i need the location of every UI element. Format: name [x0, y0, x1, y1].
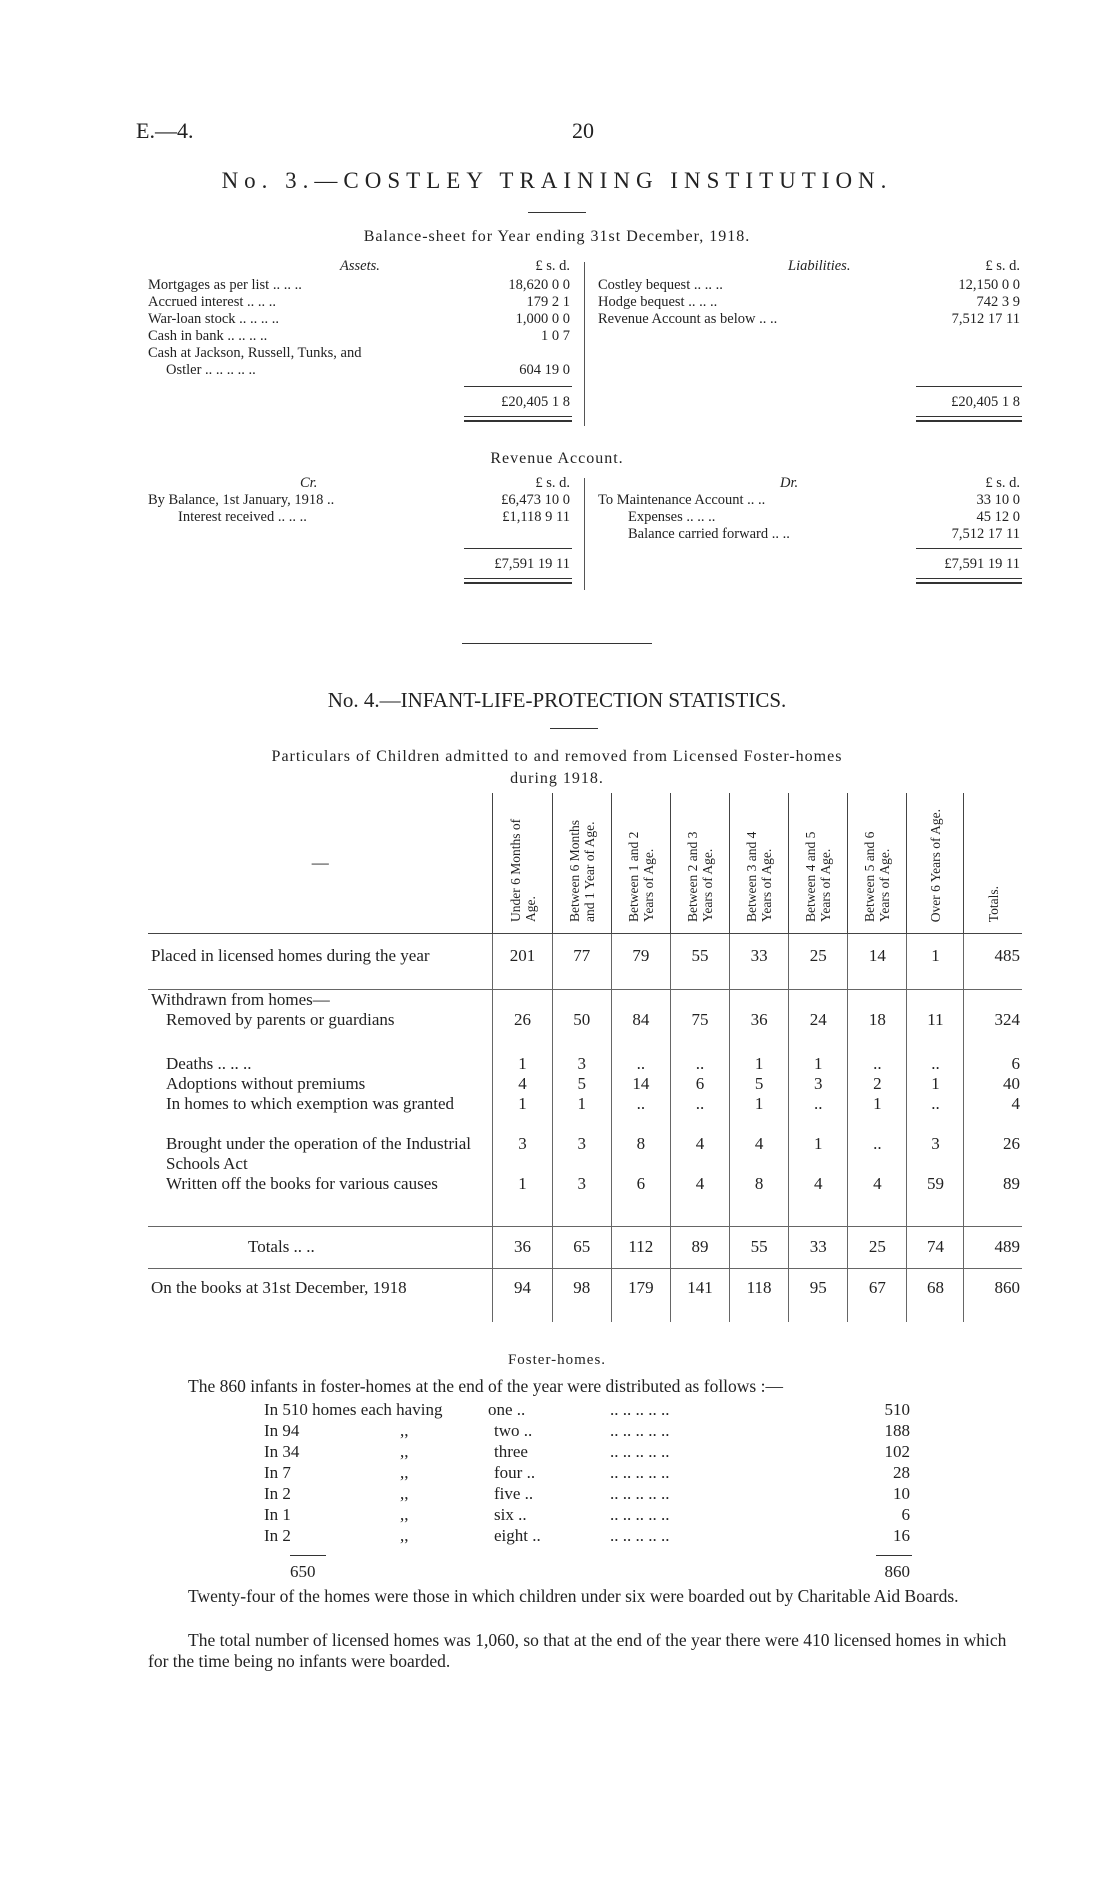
paragraph-licensed-homes: The total number of licensed homes was 1,060, so that at the end of the year there were 410 licensed homes in which for the time being no infants were boarded. — [148, 1630, 1007, 1671]
table-row — [148, 990, 1022, 1011]
assets-total: £20,405 1 8 — [501, 394, 570, 410]
column-header: Between 2 and 3 Years of Age. — [670, 793, 729, 934]
column-header: Between 4 and 5 Years of Age. — [789, 793, 848, 934]
leader-dots: .. .. .. .. .. — [610, 1505, 670, 1524]
liability-amount: 7,512 17 11 — [951, 311, 1020, 327]
asset-amount: 18,620 0 0 — [508, 277, 570, 293]
table-row: Placed in licensed homes during the year 201 77 79 55 33 25 14 1 485 — [148, 946, 1022, 990]
foster-infants: 510 — [884, 1400, 910, 1419]
asset-amount: 1,000 0 0 — [515, 311, 570, 327]
column-header: Under 6 Months of Age. — [493, 793, 552, 934]
column-header: Between 3 and 4 Years of Age. — [730, 793, 789, 934]
title-rule — [528, 212, 586, 213]
credit-amount: £1,118 9 11 — [502, 509, 570, 525]
ditto-mark: ,, — [400, 1463, 409, 1482]
asset-label: War-loan stock .. .. .. .. — [148, 311, 280, 327]
foster-infants: 6 — [901, 1505, 910, 1524]
cr-lsd-heading: £ s. d. — [535, 475, 570, 491]
leader-dots: .. .. .. .. .. — [610, 1484, 670, 1503]
title-rule — [550, 728, 598, 729]
row-label: Placed in licensed homes during the year — [151, 945, 430, 965]
foster-count: four .. — [494, 1463, 536, 1482]
page-reference: E.—4. — [136, 118, 194, 143]
liability-label: Hodge bequest .. .. .. — [598, 294, 718, 310]
foster-infants: 16 — [893, 1526, 910, 1545]
table-subtitle-year: during 1918. — [510, 770, 604, 787]
homes-total: 650 — [290, 1562, 316, 1581]
credit-label: By Balance, 1st January, 1918 .. — [148, 492, 335, 508]
column-header: Between 1 and 2 Years of Age. — [611, 793, 670, 934]
debit-amount: 7,512 17 11 — [951, 526, 1020, 542]
table-row-totals: Totals .. .. 36 65 112 89 55 33 25 74 489 — [148, 1226, 1022, 1268]
row-label: Totals .. .. — [248, 1237, 315, 1256]
dr-heading: Dr. — [780, 475, 799, 491]
leader-dots: .. .. .. .. .. — [610, 1442, 670, 1461]
ditto-mark: ,, — [400, 1484, 409, 1503]
table-row: Written off the books for various causes 1 3 6 4 8 4 4 59 89 — [148, 1174, 1022, 1226]
credits-total: £7,591 19 11 — [494, 556, 570, 572]
foster-infants: 28 — [893, 1463, 910, 1482]
foster-count: five .. — [494, 1484, 534, 1503]
table-header-row — [148, 793, 1022, 934]
foster-homes: In 7 — [264, 1463, 291, 1482]
liability-amount: 742 3 9 — [976, 294, 1020, 310]
foster-homes: In 2 — [264, 1526, 291, 1545]
stub-header — [148, 793, 493, 934]
liabilities-lsd-heading: £ s. d. — [985, 258, 1020, 274]
liability-amount: 12,150 0 0 — [958, 277, 1020, 293]
liabilities-total: £20,405 1 8 — [951, 394, 1020, 410]
asset-label: Ostler .. .. .. .. .. — [166, 362, 256, 378]
table-subtitle: Particulars of Children admitted to and removed from Licensed Foster-homes — [271, 748, 843, 765]
debit-amount: 45 12 0 — [976, 509, 1020, 525]
asset-label: Accrued interest .. .. .. — [148, 294, 277, 310]
assets-lsd-heading: £ s. d. — [535, 258, 570, 274]
row-label: Brought under the operation of the Industrial Schools Act — [166, 1134, 471, 1173]
foster-homes-title: Foster-homes. — [507, 1352, 607, 1368]
foster-homes: In 1 — [264, 1505, 291, 1524]
foster-homes: In 2 — [264, 1484, 291, 1503]
foster-count: six .. — [494, 1505, 527, 1524]
liability-label: Costley bequest .. .. .. — [598, 277, 723, 293]
table-row: Deaths .. .. .. 1 3 .. .. 1 1 .. .. 6 — [148, 1054, 1022, 1074]
foster-infants: 10 — [893, 1484, 910, 1503]
column-header: Between 5 and 6 Years of Age. — [848, 793, 907, 934]
ditto-mark: ,, — [400, 1526, 409, 1545]
table-row: Brought under the operation of the Industrial Schools Act 3 3 8 4 4 1 .. 3 26 — [148, 1134, 1022, 1174]
credit-label: Interest received .. .. .. — [178, 509, 307, 525]
column-header: Between 6 Months and 1 Year of Age. — [552, 793, 611, 934]
infants-total: 860 — [884, 1562, 910, 1581]
paragraph-charitable-aid: Twenty-four of the homes were those in which children under six were boarded out by Charitable Aid Boards. — [188, 1586, 959, 1606]
column-header: Over 6 Years of Age. — [907, 793, 964, 934]
foster-count: three — [494, 1442, 528, 1461]
table-row: On the books at 31st December, 1918 94 98 179 141 118 95 67 68 860 — [148, 1278, 1022, 1322]
asset-amount: 179 2 1 — [526, 294, 570, 310]
cr-heading: Cr. — [300, 475, 318, 491]
row-label: Withdrawn from homes— — [151, 990, 330, 1009]
row-label: Deaths .. .. .. — [166, 1054, 252, 1073]
row-label: Written off the books for various causes — [166, 1174, 438, 1193]
foster-homes: In 34 — [264, 1442, 300, 1461]
debit-label: To Maintenance Account .. .. — [598, 492, 766, 508]
foster-count: two .. — [494, 1421, 533, 1440]
foster-infants: 102 — [884, 1442, 910, 1461]
row-label: Removed by parents or guardians — [166, 1010, 395, 1029]
debit-amount: 33 10 0 — [976, 492, 1020, 508]
revenue-account-title: Revenue Account. — [490, 450, 624, 467]
section-separator — [462, 643, 652, 644]
foster-infants: 188 — [884, 1421, 910, 1440]
leader-dots: .. .. .. .. .. — [610, 1526, 670, 1545]
foster-homes: In 94 — [264, 1421, 300, 1440]
row-label: In homes to which exemption was granted — [166, 1094, 454, 1113]
row-label: On the books at 31st December, 1918 — [151, 1278, 407, 1297]
leader-dots: .. .. .. .. .. — [610, 1463, 670, 1482]
table-row: In homes to which exemption was granted 1 1 .. .. 1 .. 1 .. 4 — [148, 1094, 1022, 1134]
liability-label: Revenue Account as below .. .. — [598, 311, 778, 327]
balance-sheet-title: Balance-sheet for Year ending 31st December, 1918. — [363, 228, 751, 245]
column-header: Totals. — [964, 793, 1022, 934]
asset-label: Mortgages as per list .. .. .. — [148, 277, 302, 293]
asset-amount: 1 0 7 — [541, 328, 570, 344]
ditto-mark: ,, — [400, 1505, 409, 1524]
foster-count: one .. — [488, 1400, 526, 1419]
asset-label: Cash at Jackson, Russell, Tunks, and — [148, 345, 362, 361]
infant-title: No. 4.—INFANT-LIFE-PROTECTION STATISTICS. — [327, 688, 787, 712]
assets-heading: Assets. — [340, 258, 380, 274]
stub-dash: — — [311, 853, 329, 872]
table-row: Removed by parents or guardians 26 50 84 75 36 24 18 11 324 — [148, 1010, 1022, 1054]
row-label: Adoptions without premiums — [166, 1074, 366, 1093]
foster-homes: In 510 homes each having — [264, 1400, 443, 1419]
ditto-mark: ,, — [400, 1442, 409, 1461]
asset-amount: 604 19 0 — [519, 362, 570, 378]
leader-dots: .. .. .. .. .. — [610, 1400, 670, 1419]
balance-divider — [584, 262, 585, 426]
costley-title: No. 3.—COSTLEY TRAINING INSTITUTION. — [221, 168, 893, 193]
infant-statistics-table — [148, 793, 1022, 1322]
leader-dots: .. .. .. .. .. — [610, 1421, 670, 1440]
asset-label: Cash in bank .. .. .. .. — [148, 328, 268, 344]
foster-count: eight .. — [494, 1526, 541, 1545]
foster-intro: The 860 infants in foster-homes at the end of the year were distributed as follows :— — [188, 1376, 783, 1396]
liabilities-heading: Liabilities. — [788, 258, 851, 274]
dr-lsd-heading: £ s. d. — [985, 475, 1020, 491]
debit-label: Balance carried forward .. .. — [628, 526, 790, 542]
credit-amount: £6,473 10 0 — [501, 492, 570, 508]
debit-label: Expenses .. .. .. — [628, 509, 716, 525]
page-number: 20 — [572, 118, 594, 143]
ditto-mark: ,, — [400, 1421, 409, 1440]
table-row: Adoptions without premiums 4 5 14 6 5 3 2 1 40 — [148, 1074, 1022, 1094]
revenue-divider — [584, 478, 585, 590]
debits-total: £7,591 19 11 — [944, 556, 1020, 572]
